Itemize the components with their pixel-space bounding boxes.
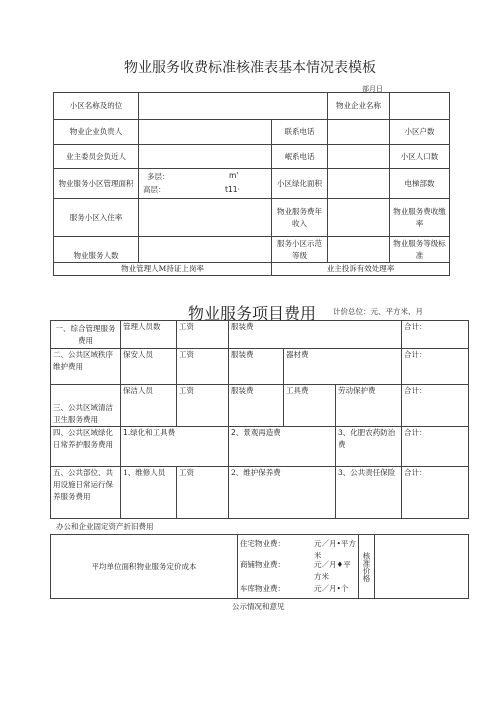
households-label: 小区户数 [390, 120, 450, 145]
cost-row-3-item-4: 工具费 [284, 385, 336, 427]
staff-label: 物业服务人数 [54, 237, 139, 263]
cost-row-2-item-2: 工资 [177, 349, 229, 385]
cost-row-1-label: 一、综合管理服务费用 [51, 321, 121, 349]
green-area-value [328, 169, 390, 199]
cost-row-5-label: 五、公共部位、共用设施日常运行保养服务费用 [51, 467, 121, 519]
commercial-unit: 元／月♦平方米 [314, 560, 351, 581]
cost-row-5-item-3: 2、维护保养费 [229, 467, 336, 519]
cost-row-2-label: 二、公共区域秩序维护费用 [51, 349, 121, 385]
cost-row-2-item-3: 服装费 [229, 349, 284, 385]
garage-label: 车库物业费： [240, 584, 285, 593]
green-area-label: 小区绿化面积 [272, 169, 328, 199]
cost-row-1-total: 合计： [402, 321, 469, 349]
approve-label: 核准价格 [359, 535, 375, 599]
cost-row-1-item-2: 工资 [177, 321, 229, 349]
company-name-label: 物业企业名称 [328, 93, 390, 120]
contact-phone-label: 联系电话 [272, 120, 328, 145]
cost-row-3-label: 三、公共区域清洁卫生服务费用 [51, 385, 121, 427]
garage-unit: 元／月•个 [314, 584, 349, 593]
cost-row-4-item-3: 3、化肥农药防治费 [336, 427, 402, 467]
public-notice-label: 公示情况和意见 [232, 602, 285, 611]
multi-storey-label: 多层： [147, 172, 170, 181]
mgmt-area-value [139, 169, 272, 199]
cost-row-3-total: 合计： [402, 385, 469, 427]
unit-t11: t11· [225, 185, 240, 194]
page-title: 物业服务收费标准核准表基本情况表模板 [124, 60, 376, 76]
basic-info-table [53, 92, 450, 276]
cost-row-2-item-4: 器材费 [284, 349, 402, 385]
residential-label: 住宅物业费： [240, 539, 285, 548]
commercial-label: 商铺物业费： [240, 560, 285, 569]
cost-row-4-label: 四、公共区域绿化日常养护服务费用 [51, 427, 121, 467]
occupancy-value [139, 199, 272, 237]
demo-level-label: 服务小区示范等级 [272, 237, 328, 263]
occupancy-label: 服务小区入住率 [54, 199, 139, 237]
cost-row-5-item-2: 工资 [177, 467, 229, 519]
cost-row-3-item-3: 服装费 [229, 385, 284, 427]
cost-row-5-item-4: 3、公共责任保险 [336, 467, 402, 519]
cost-row-2-total: 合计： [402, 349, 469, 385]
service-level-label: 物业服务等级标准 [390, 237, 450, 263]
cost-row-2-item-1: 保安人员 [121, 349, 177, 385]
residential-unit: 元／月•平方米 [314, 539, 356, 560]
cost-row-5-item-1: 1、维修人员 [121, 467, 177, 519]
complaint-label: 业主投诉有效处理率 [272, 263, 450, 276]
contact-phone2-label: 岷系电话 [272, 145, 328, 169]
fee-income-label: 物业服务费年收入 [272, 199, 328, 237]
fee-list [238, 535, 359, 599]
cost-row-1-item-3: 服装费 [229, 321, 402, 349]
company-leader-value [139, 120, 272, 145]
high-rise-label: 高层： [143, 185, 166, 194]
contact-phone2-value [328, 145, 390, 169]
community-name-value [139, 93, 328, 120]
demo-level-value [328, 237, 390, 263]
company-leader-label: 物业企业负贵人 [54, 120, 139, 145]
cost-row-1-item-1: 管理人员数 [121, 321, 177, 349]
committee-leader-label: 业主委员会负近人 [54, 145, 139, 169]
unit-note: 计价总位：元、平方米、月 [333, 307, 423, 316]
unit-m2: m' [229, 171, 239, 180]
cost-row-4-total: 合计： [402, 427, 469, 467]
approve-value [375, 535, 469, 599]
depreciation-label: 办公和企业固定资产折旧费用 [56, 522, 154, 531]
population-label: 小区人口数 [390, 145, 450, 169]
cost-row-4-item-1: 1.绿化和工具费 [121, 427, 229, 467]
committee-leader-value [139, 145, 272, 169]
cost-row-3-item-1: 保洁人员 [121, 385, 177, 427]
contact-phone-value [328, 120, 390, 145]
costs-heading: 物业服务项目费用 [188, 304, 317, 323]
community-name-label: 小区名称及的位 [54, 93, 139, 120]
mgmt-area-label: 物业服务小区管理面积 [54, 169, 139, 199]
pricing-table [50, 534, 469, 599]
fee-income-value [328, 199, 390, 237]
cost-row-3-item-5: 劳动保护费 [336, 385, 402, 427]
date-label: 部月日 [362, 85, 383, 93]
cost-table [50, 320, 469, 519]
staff-value [139, 237, 272, 263]
cost-row-4-item-2: 2、景观再造费 [229, 427, 336, 467]
elevators-label: 电梯部数 [390, 169, 450, 199]
fee-rate-label: 物业服务费收缴率 [390, 199, 450, 237]
company-name-value [390, 93, 450, 120]
cost-row-3-item-2: 工资 [177, 385, 229, 427]
cost-row-5-total: 合计： [402, 467, 469, 519]
avg-cost-label: 平均单位面积物业服务定价成本 [51, 535, 238, 599]
certified-label: 物业管理人M持证上岗率 [54, 263, 272, 276]
